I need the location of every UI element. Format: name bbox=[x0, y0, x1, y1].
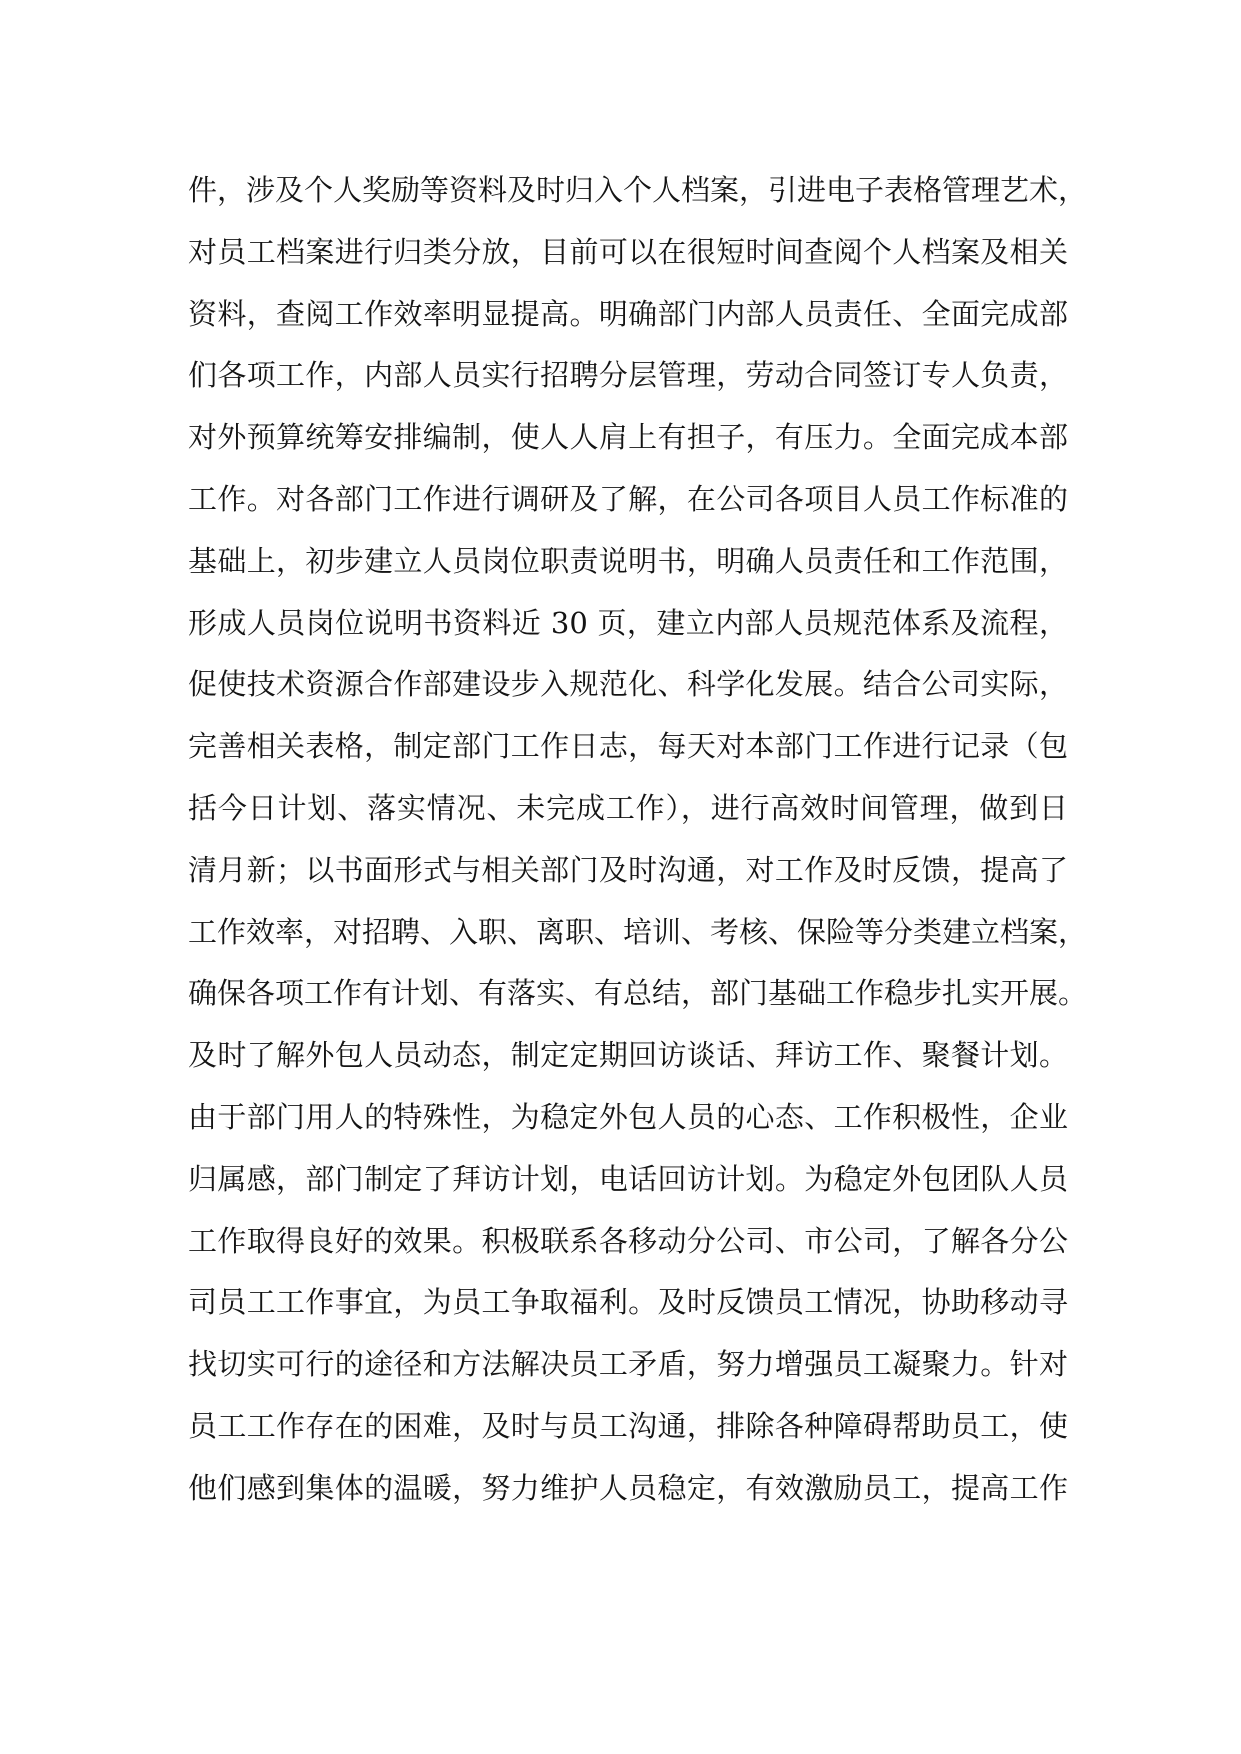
text-line: 对员工档案进行归类分放，目前可以在很短时间查阅个人档案及相关 bbox=[188, 234, 1068, 269]
text-line: 司员工工作事宜，为员工争取福利。及时反馈员工情况，协助移动寻 bbox=[188, 1285, 1068, 1320]
text-line: 找切实可行的途径和方法解决员工矛盾，努力增强员工凝聚力。针对 bbox=[188, 1347, 1068, 1382]
text-line: 及时了解外包人员动态，制定定期回访谈话、拜访工作、聚餐计划。 bbox=[188, 1038, 1068, 1073]
text-line: 由于部门用人的特殊性，为稳定外包人员的心态、工作积极性，企业 bbox=[188, 1099, 1068, 1134]
text-line: 对外预算统筹安排编制，使人人肩上有担子，有压力。全面完成本部 bbox=[188, 420, 1068, 455]
text-line: 完善相关表格，制定部门工作日志，每天对本部门工作进行记录（包 bbox=[188, 729, 1068, 764]
text-line: 括今日计划、落实情况、未完成工作），进行高效时间管理，做到日 bbox=[188, 790, 1068, 825]
text-line: 工作取得良好的效果。积极联系各移动分公司、市公司，了解各分公 bbox=[188, 1223, 1068, 1258]
text-line: 们各项工作，内部人员实行招聘分层管理，劳动合同签订专人负责， bbox=[188, 358, 1068, 393]
text-line: 基础上，初步建立人员岗位职责说明书，明确人员责任和工作范围， bbox=[188, 543, 1068, 578]
text-line: 促使技术资源合作部建设步入规范化、科学化发展。结合公司实际， bbox=[188, 667, 1068, 702]
text-line: 他们感到集体的温暖，努力维护人员稳定，有效激励员工，提高工作 bbox=[188, 1470, 1068, 1505]
text-line: 形成人员岗位说明书资料近 30 页，建立内部人员规范体系及流程， bbox=[188, 605, 1068, 640]
text-line: 件，涉及个人奖励等资料及时归入个人档案，引进电子表格管理艺术， bbox=[188, 173, 1088, 207]
text-line: 资料，查阅工作效率明显提高。明确部门内部人员责任、全面完成部 bbox=[188, 296, 1068, 331]
body-text bbox=[188, 160, 1088, 1520]
text-line: 员工工作存在的困难，及时与员工沟通，排除各种障碍帮助员工，使 bbox=[188, 1408, 1068, 1443]
text-line: 清月新；以书面形式与相关部门及时沟通，对工作及时反馈，提高了 bbox=[188, 852, 1068, 887]
text-line: 确保各项工作有计划、有落实、有总结，部门基础工作稳步扎实开展。 bbox=[188, 976, 1088, 1011]
text-line: 工作效率，对招聘、入职、离职、培训、考核、保险等分类建立档案， bbox=[188, 914, 1088, 949]
text-line: 归属感，部门制定了拜访计划，电话回访计划。为稳定外包团队人员 bbox=[188, 1161, 1068, 1196]
text-line: 工作。对各部门工作进行调研及了解，在公司各项目人员工作标准的 bbox=[188, 481, 1068, 516]
